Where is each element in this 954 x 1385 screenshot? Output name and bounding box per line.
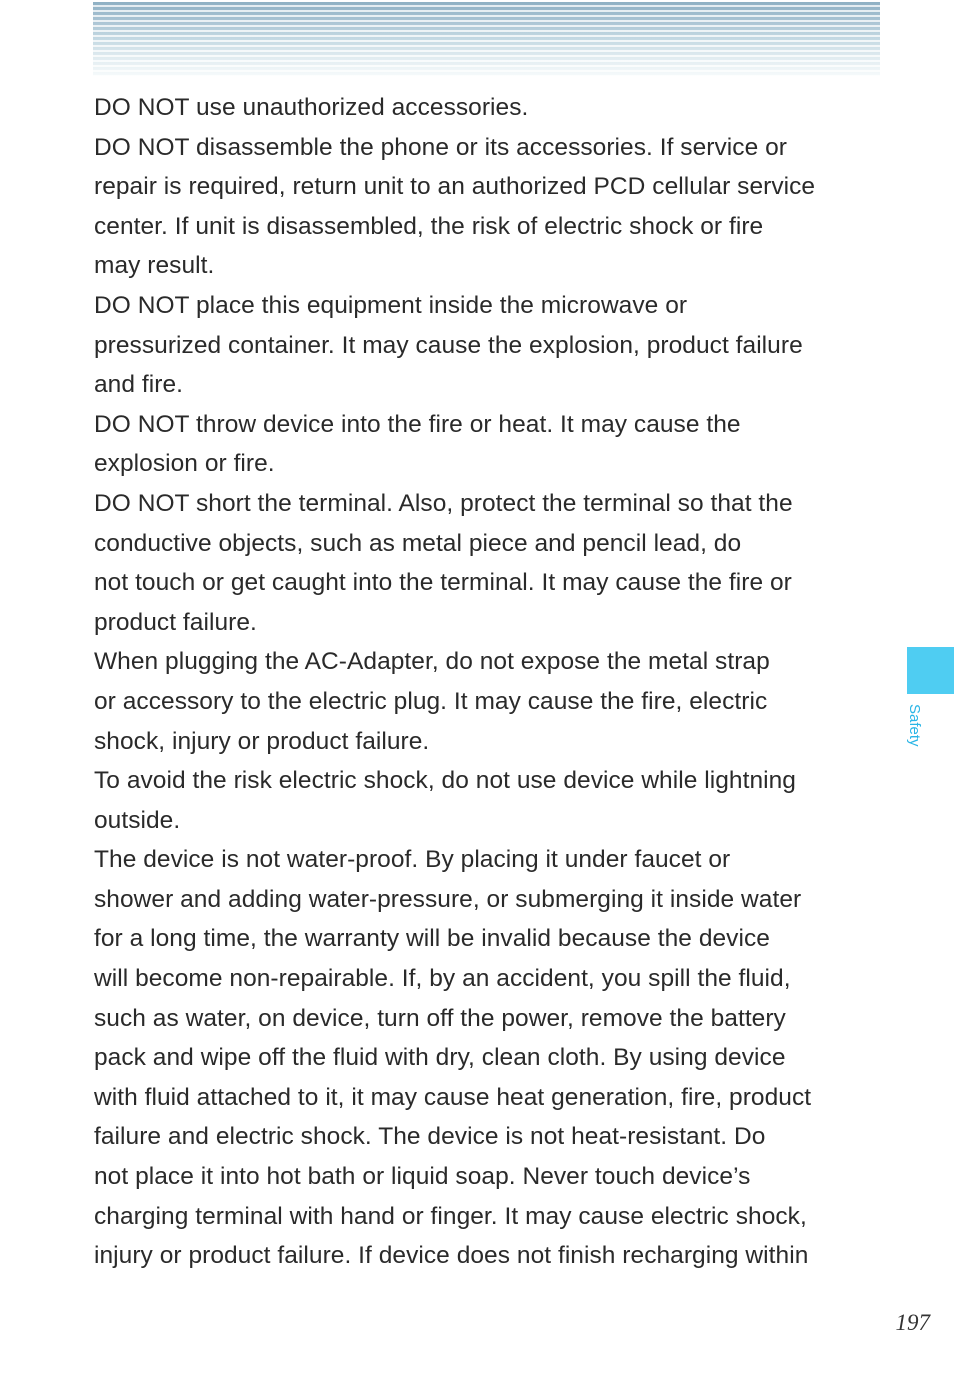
text-line: product failure. [94,608,257,636]
text-line: shock, injury or product failure. [94,727,430,755]
text-line: DO NOT throw device into the fire or heat. It may cause the [94,410,741,438]
text-line: failure and electric shock. The device is not heat-resistant. Do [94,1123,766,1151]
text-line: with fluid attached to it, it may cause heat generation, fire, product [94,1083,812,1111]
text-line: DO NOT short the terminal. Also, protect the terminal so that the [94,489,793,517]
text-line: The device is not water-proof. By placing it under faucet or [94,846,731,874]
text-line: outside. [94,806,181,834]
text-line: DO NOT place this equipment inside the microwave or [94,291,688,319]
text-line: will become non-repairable. If, by an accident, you spill the fluid, [94,965,791,993]
text-line: pressurized container. It may cause the explosion, product failure [94,331,803,359]
page-number: 197 [895,1310,930,1335]
text-line: for a long time, the warranty will be invalid because the device [94,925,770,953]
text-line: repair is required, return unit to an authorized PCD cellular service [94,173,816,201]
paragraph [94,642,884,761]
paragraph [94,761,884,840]
text-line: injury or product failure. If device does not finish recharging within [94,1242,809,1270]
text-line: conductive objects, such as metal piece and pencil lead, do [94,529,742,557]
section-tab-label: Safety [906,704,923,747]
text-line: such as water, on device, turn off the power, remove the battery [94,1004,786,1032]
paragraph [94,405,884,484]
paragraph [94,840,884,1276]
text-line: pack and wipe off the fluid with dry, clean cloth. By using device [94,1044,786,1072]
paragraph [94,286,884,405]
text-line: charging terminal with hand or finger. It may cause electric shock, [94,1202,807,1230]
text-line: shower and adding water-pressure, or submerging it inside water [94,885,802,913]
paragraph [94,88,884,128]
text-line: DO NOT use unauthorized accessories. [94,94,529,121]
safety-text-body [94,88,884,1276]
text-line: not place it into hot bath or liquid soap. Never touch device’s [94,1163,751,1191]
text-line: center. If unit is disassembled, the risk of electric shock or fire [94,212,764,240]
text-line: or accessory to the electric plug. It may cause the fire, electric [94,687,768,715]
text-line: DO NOT disassemble the phone or its accessories. If service or [94,133,787,161]
section-tab-marker [907,647,954,694]
paragraph [94,128,884,286]
text-line: not touch or get caught into the terminal. It may cause the fire or [94,569,792,597]
paragraph [94,484,884,642]
header-band [93,2,880,76]
text-line: and fire. [94,371,183,399]
text-line: When plugging the AC-Adapter, do not expose the metal strap [94,648,770,676]
text-line: To avoid the risk electric shock, do not use device while lightning [94,767,796,795]
text-line: may result. [94,252,215,280]
text-line: explosion or fire. [94,450,275,478]
